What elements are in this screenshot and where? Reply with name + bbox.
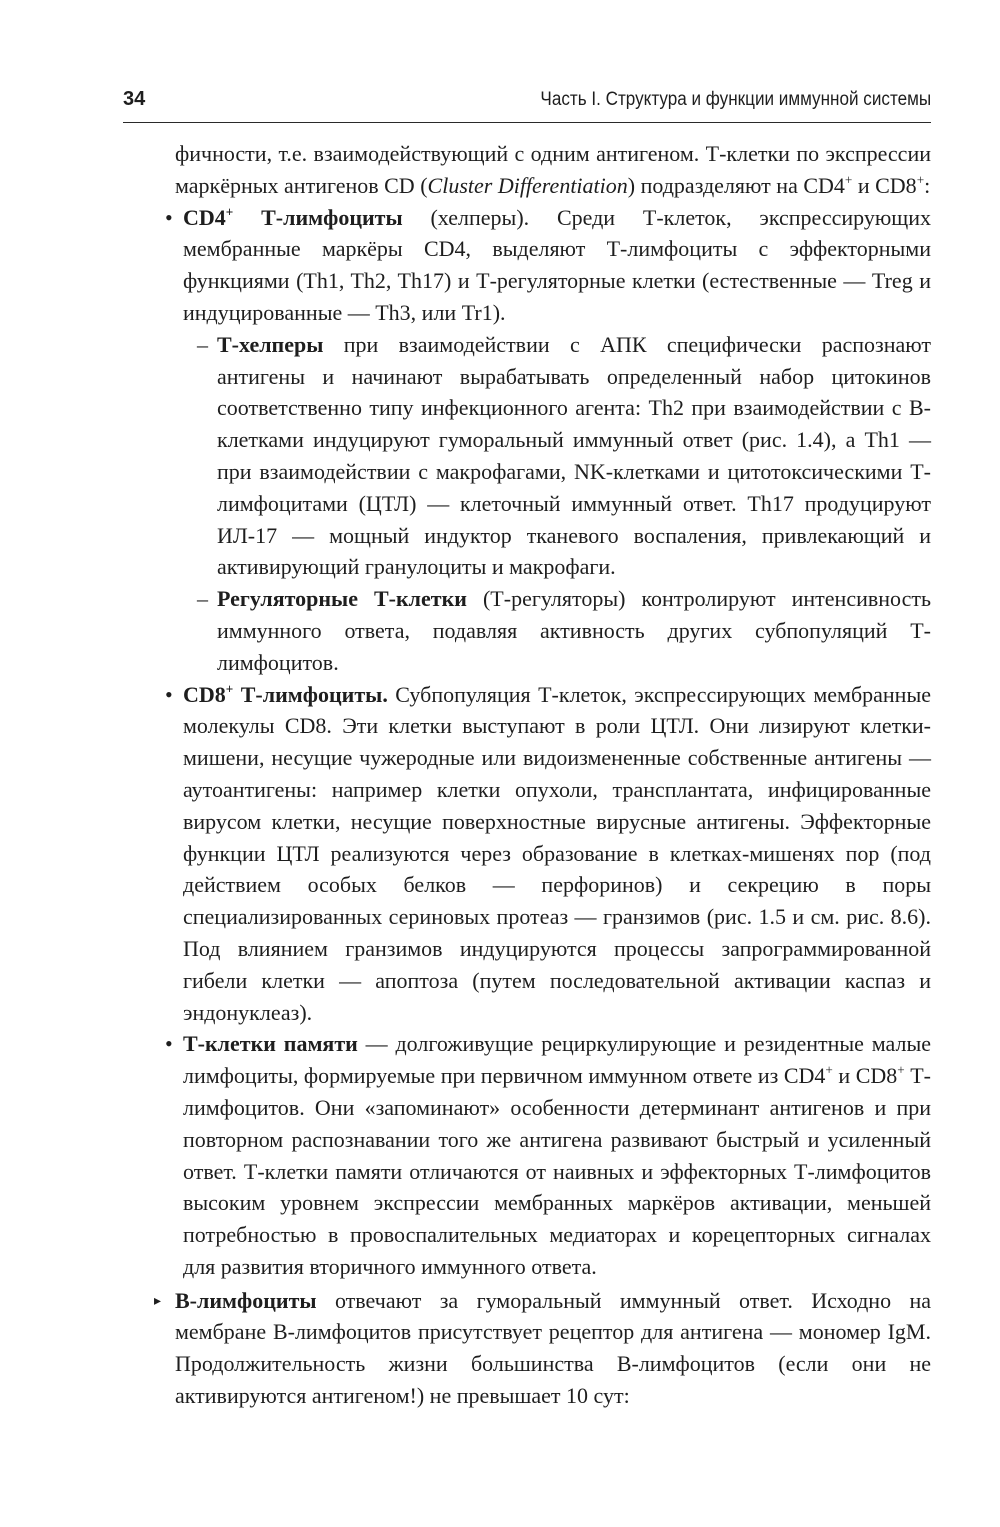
term-cd8: CD8+ Т-лимфоциты. [183, 681, 388, 707]
sub-item-helpers: – Т-хелперы при взаимодействии с АПК специфически распознают антигены и начинают вырабатывать определенный набор цитокинов соответственно типу инфекционного агента: Th2 при взаимодействии с В-клетками индуцируют гуморальный иммунный ответ (рис. 1.4), а Th1 — при взаимодействии с макрофагами, NK-клетками и цитотоксическими Т-лимфоцитами (ЦТЛ) — клеточный иммунный ответ. Th17 продуцируют ИЛ-17 — мощный индуктор тканевого воспаления, привлекающий и активирующий гранулоциты и макрофаги. [175, 329, 931, 583]
sub-item-regulators: – Регуляторные Т-клетки (Т-регуляторы) контролируют интенсивность иммунного ответа, подавляя активность других субпопуляций Т-лимфоцитов. [175, 583, 931, 678]
term-bcells: В-лимфоциты [175, 1287, 317, 1313]
list-item-memory: • Т-клетки памяти — долгоживущие рециркулирующие и резидентные малые лимфоциты, формируемые при первичном иммунном ответе из CD4+ и CD8+ Т-лимфоцитов. Они «запоминают» особенности детерминант антигенов и при повторном распознавании того же антигена развивают быстрый и усиленный ответ. Т-клетки памяти отличаются от наивных и эффекторных Т-лимфоцитов высоким уровнем экспрессии мембранных маркёров активации, меньшей потребностью в провоспалительных медиаторах и корецепторных сигналах для развития вторичного иммунного ответа. [165, 1028, 931, 1282]
list-item-cd4: • CD4+ Т-лимфоциты (хелперы). Среди Т-клеток, экспрессирующих мембранные маркёры CD4, выделяют Т-лимфоциты с эффекторными функциями (Th1, Th2, Th17) и Т-регуляторные клетки (естественные — Treg и индуцированные — Th3, или Tr1). [165, 202, 931, 329]
list-item-bcells: ▸ В-лимфоциты отвечают за гуморальный иммунный ответ. Исходно на мембране В-лимфоцитов присутствует рецептор для антигена — мономер IgM. Продолжительность жизни большинства В-лимфоцитов (если они не активируются антигеном!) не превышает 10 сут: [154, 1287, 931, 1409]
intro-paragraph: фичности, т.е. взаимодействующий с одним антигеном. Т-клетки по экспрессии маркёрных антигенов CD (Cluster Differentiation) подразделяют на CD4+ и CD8+: [175, 141, 931, 198]
page-number: 34 [123, 88, 146, 110]
dash-marker: – [197, 331, 208, 357]
dash-marker: – [197, 586, 208, 612]
page-body [154, 138, 932, 1412]
running-header [123, 86, 931, 123]
term-helpers: Т-хелперы [217, 331, 324, 357]
italic-term: Cluster Differentiation [427, 172, 628, 198]
term-cd4: CD4+ Т-лимфоциты [183, 204, 403, 230]
running-title: Часть I. Структура и функции иммунной системы [540, 89, 931, 110]
list-item-cd8: • CD8+ Т-лимфоциты. Субпопуляция Т-клеток, экспрессирующих мембранные молекулы CD8. Эти клетки выступают в роли ЦТЛ. Они лизируют клетки-мишени, несущие чужеродные или видоизмененные собственные антигены — аутоантигены: например клетки опухоли, трансплантата, инфицированные вирусом клетки, несущие поверхностные вирусные антигены. Эффекторные функции ЦТЛ реализуются через образование в клетках-мишенях пор (под действием особых белков — перфоринов) и секрецию в поры специализированных сериновых протеаз — гранзимов (рис. 1.5 и см. рис. 8.6). Под влиянием гранзимов индуцируются процессы запрограммированной гибели клетки — апоптоза (путем последовательной активации каспаз и эндонуклеаз). [165, 679, 931, 1029]
bullet-marker: • [165, 681, 173, 707]
bullet-marker: • [165, 1031, 173, 1057]
bullet-marker: • [165, 204, 173, 230]
triangle-bullet-icon: ▸ [154, 1293, 162, 1309]
term-memory: Т-клетки памяти [183, 1031, 358, 1057]
term-regulators: Регуляторные Т-клетки [217, 586, 467, 612]
